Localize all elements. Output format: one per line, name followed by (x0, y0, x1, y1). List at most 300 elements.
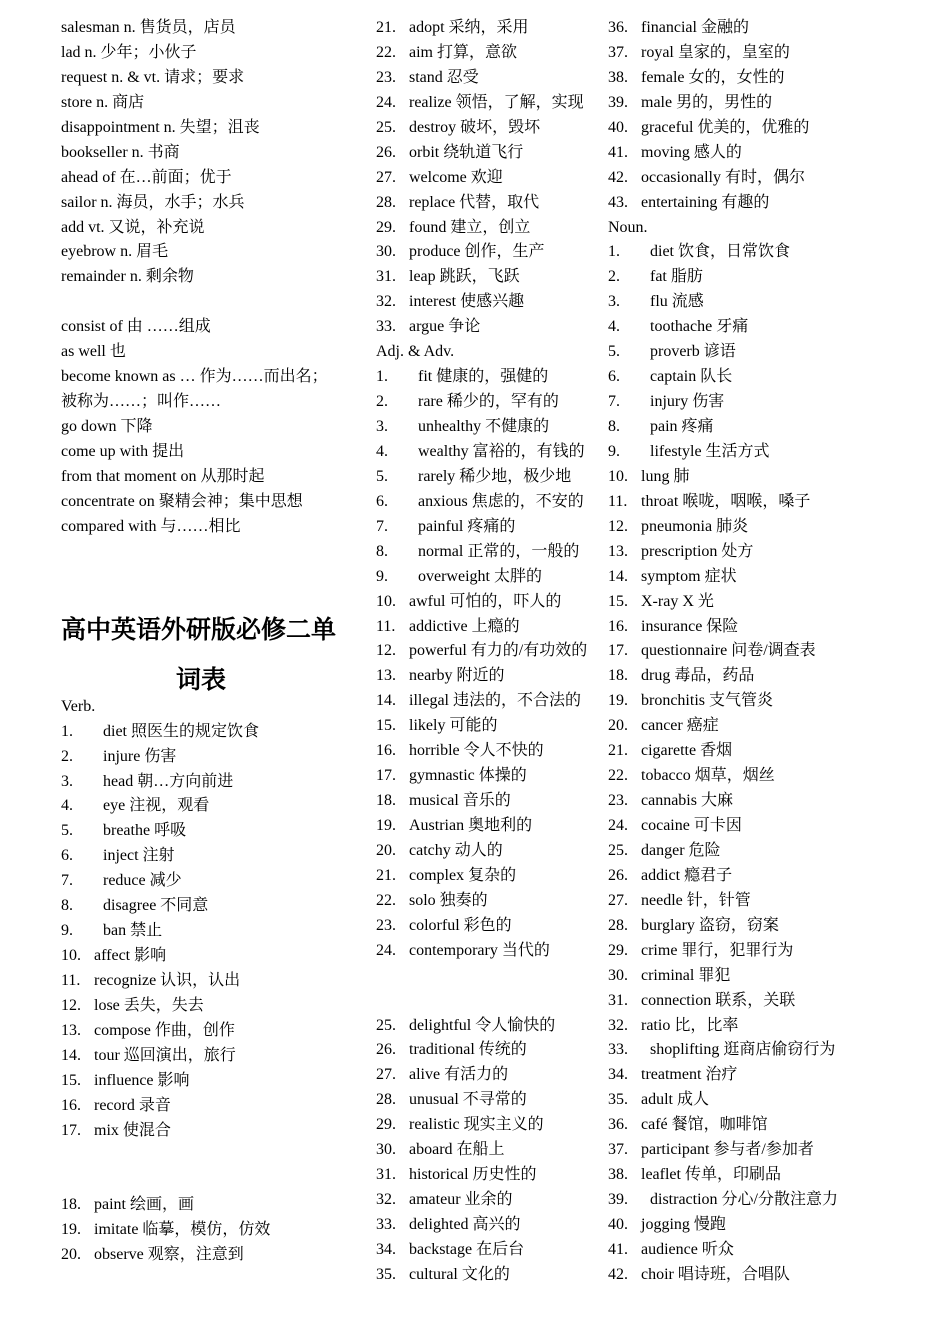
vocab-item (376, 91, 606, 116)
item-text: male 男的，男性的 (641, 93, 773, 111)
item-number: 26. (376, 1041, 396, 1059)
item-number: 13. (61, 1021, 81, 1039)
vocab-item (376, 1063, 606, 1088)
item-text: mix 使混合 (94, 1121, 171, 1139)
adj-list (608, 16, 868, 216)
item-number: 7. (61, 872, 73, 890)
item-number: 19. (608, 692, 628, 710)
item-number: 10. (61, 947, 81, 965)
vocab-item (608, 814, 868, 839)
item-text: reduce 减少 (103, 872, 182, 890)
vocab-item (608, 989, 868, 1014)
item-number: 23. (376, 68, 396, 86)
item-text: pain 疼痛 (650, 418, 714, 435)
phrase-line: go down 下降 (61, 418, 153, 435)
item-text: rare 稀少的，罕有的 (418, 393, 559, 411)
vocab-item (608, 939, 868, 964)
vocab-item (608, 789, 868, 814)
item-text: diet 照医生的规定饮食 (103, 722, 259, 740)
item-number: 22. (376, 43, 396, 61)
item-text: imitate 临摹，模仿，仿效 (94, 1221, 271, 1239)
item-number: 30. (376, 1141, 396, 1159)
vocab-item (608, 465, 868, 490)
item-number: 43. (608, 193, 628, 211)
item-text: colorful 彩色的 (409, 916, 512, 934)
item-text: recognize 认识，认出 (94, 972, 241, 989)
item-number: 35. (608, 1091, 628, 1109)
item-text: breathe 呼吸 (103, 822, 187, 840)
item-number: 39. (608, 93, 628, 111)
item-number: 20. (608, 717, 628, 735)
item-number: 21. (608, 742, 628, 760)
item-text: musical 音乐的 (409, 792, 511, 810)
item-text: cannabis 大麻 (641, 792, 733, 810)
item-text: powerful 有力的/有功效的 (409, 642, 588, 660)
phrase-line: 被称为……；叫作…… (61, 393, 222, 411)
vocab-list-intro (61, 16, 361, 540)
item-number: 4. (61, 797, 73, 815)
item-text: burglary 盗窃，窃案 (641, 916, 779, 934)
vocab-item (376, 166, 606, 191)
phrase-line: compared with 与……相比 (61, 517, 241, 535)
item-text: questionnaire 问卷/调查表 (641, 642, 816, 660)
vocab-item (61, 745, 361, 770)
item-text: normal 正常的，一般的 (418, 542, 580, 560)
vocab-item (608, 1188, 868, 1213)
item-text: realize 领悟，了解，实现 (409, 93, 584, 111)
item-number: 18. (61, 1196, 81, 1214)
item-text: diet 饮食，日常饮食 (650, 243, 790, 261)
item-text: captain 队长 (650, 368, 733, 386)
item-number: 1. (376, 368, 388, 386)
vocab-item (61, 819, 361, 844)
item-text: awful 可怕的，吓人的 (409, 592, 562, 610)
item-text: aim 打算，意欲 (409, 43, 517, 61)
item-number: 36. (608, 1116, 628, 1134)
item-number: 20. (376, 841, 396, 859)
vocab-item (608, 1163, 868, 1188)
item-text: choir 唱诗班，合唱队 (641, 1265, 790, 1283)
item-text: symptom 症状 (641, 567, 737, 585)
item-number: 8. (376, 542, 388, 560)
item-text: financial 金融的 (641, 19, 749, 36)
item-text: realistic 现实主义的 (409, 1116, 544, 1134)
noun-list (608, 1188, 868, 1213)
vocab-item (608, 240, 868, 265)
item-number: 16. (608, 617, 628, 635)
noun-list (608, 1038, 868, 1063)
item-number: 16. (376, 742, 396, 760)
item-text: X-ray X 光 (641, 592, 714, 610)
item-text: adopt 采纳，采用 (409, 19, 529, 36)
item-number: 32. (376, 1191, 396, 1209)
vocab-item (61, 1094, 361, 1119)
vocab-item (608, 1088, 868, 1113)
item-number: 21. (376, 866, 396, 884)
vocab-item (376, 141, 606, 166)
vocab-item (61, 1193, 361, 1218)
item-text: cultural 文化的 (409, 1265, 510, 1283)
vocab-item (376, 565, 606, 590)
item-number: 14. (608, 567, 628, 585)
item-text: delightful 令人愉快的 (409, 1016, 556, 1034)
item-text: argue 争论 (409, 318, 481, 336)
vocab-item (376, 216, 606, 241)
item-number: 9. (376, 567, 388, 585)
item-text: nearby 附近的 (409, 667, 505, 685)
item-number: 37. (608, 43, 628, 61)
item-text: wealthy 富裕的，有钱的 (418, 442, 585, 460)
item-text: overweight 太胖的 (418, 567, 542, 585)
item-number: 27. (376, 1066, 396, 1084)
vocab-item (608, 166, 868, 191)
column-1 (61, 16, 361, 1268)
item-number: 30. (608, 966, 628, 984)
vocab-item (608, 390, 868, 415)
item-text: cocaine 可卡因 (641, 817, 742, 834)
item-number: 11. (608, 492, 628, 510)
item-text: shoplifting 逛商店偷窃行为 (650, 1041, 836, 1059)
item-text: lifestyle 生活方式 (650, 442, 770, 460)
vocab-item (376, 714, 606, 739)
vocab-item (376, 1138, 606, 1163)
vocab-item (376, 116, 606, 141)
vocab-item (376, 290, 606, 315)
item-number: 39. (608, 1191, 628, 1209)
vocab-line: ahead of 在…前面；优于 (61, 168, 232, 186)
item-text: cigarette 香烟 (641, 742, 733, 760)
item-text: fat 脂肪 (650, 268, 703, 286)
item-number: 5. (608, 343, 620, 361)
vocab-item (376, 664, 606, 689)
item-text: eye 注视，观看 (103, 797, 210, 815)
vocab-line: request n. & vt. 请求；要求 (61, 68, 245, 86)
vocab-item (61, 969, 361, 994)
phrase-line: come up with 提出 (61, 442, 185, 460)
vocab-item (61, 1069, 361, 1094)
item-number: 20. (61, 1246, 81, 1264)
page-title-line-2: 词表 (175, 664, 226, 694)
item-text: toothache 牙痛 (650, 318, 749, 336)
item-text: distraction 分心/分散注意力 (650, 1191, 838, 1209)
vocab-item (376, 315, 606, 340)
item-text: alive 有活力的 (409, 1066, 509, 1084)
item-number: 13. (608, 542, 628, 560)
item-number: 26. (608, 866, 628, 884)
phrase-line: concentrate on 聚精会神；集中思想 (61, 492, 303, 510)
vocab-item (608, 515, 868, 540)
vocab-item (608, 714, 868, 739)
item-text: amateur 业余的 (409, 1191, 513, 1209)
item-text: replace 代替，取代 (409, 193, 540, 211)
vocab-item (61, 869, 361, 894)
item-text: cancer 癌症 (641, 717, 719, 735)
item-text: compose 作曲，创作 (94, 1021, 235, 1039)
vocab-item (376, 440, 606, 465)
item-number: 29. (608, 941, 628, 959)
item-number: 12. (608, 517, 628, 535)
item-number: 19. (61, 1221, 81, 1239)
vocab-item (608, 315, 868, 340)
item-number: 42. (608, 168, 628, 186)
item-number: 6. (61, 847, 73, 865)
item-text: backstage 在后台 (409, 1240, 525, 1258)
vocab-item (376, 191, 606, 216)
item-text: welcome 欢迎 (409, 168, 503, 186)
item-number: 41. (608, 1240, 628, 1258)
vocab-item (608, 290, 868, 315)
item-number: 13. (376, 667, 396, 685)
vocab-item (376, 1213, 606, 1238)
item-number: 25. (376, 1016, 396, 1034)
vocab-line: bookseller n. 书商 (61, 143, 180, 161)
vocab-item (608, 839, 868, 864)
vocab-item (376, 764, 606, 789)
vocab-item (608, 639, 868, 664)
item-text: bronchitis 支气管炎 (641, 692, 773, 710)
vocab-line: salesman n. 售货员，店员 (61, 19, 236, 36)
item-text: produce 创作，生产 (409, 243, 545, 261)
item-text: anxious 焦虑的，不安的 (418, 492, 584, 510)
item-number: 7. (376, 517, 388, 535)
adj-list (376, 365, 606, 589)
vocab-item (608, 1238, 868, 1263)
item-number: 8. (608, 418, 620, 435)
item-text: contemporary 当代的 (409, 941, 550, 959)
vocab-item (608, 1213, 868, 1238)
vocab-item (61, 994, 361, 1019)
item-text: addict 瘾君子 (641, 866, 733, 884)
item-text: addictive 上瘾的 (409, 617, 520, 635)
item-text: aboard 在船上 (409, 1141, 505, 1159)
vocab-item (61, 1019, 361, 1044)
item-text: unhealthy 不健康的 (418, 418, 550, 435)
item-number: 19. (376, 817, 396, 834)
item-number: 38. (608, 68, 628, 86)
vocab-item (376, 639, 606, 664)
item-text: adult 成人 (641, 1091, 709, 1109)
vocab-item (608, 689, 868, 714)
item-text: complex 复杂的 (409, 866, 517, 884)
item-number: 25. (376, 118, 396, 136)
item-text: leaflet 传单，印刷品 (641, 1166, 781, 1184)
verb-list (61, 1193, 361, 1268)
item-number: 14. (376, 692, 396, 710)
section-heading-adj-adv: Adj. & Adv. (376, 343, 455, 361)
vocab-item (61, 770, 361, 795)
vocab-item (608, 964, 868, 989)
item-text: moving 感人的 (641, 143, 742, 161)
item-number: 33. (608, 1041, 628, 1059)
vocab-item (608, 66, 868, 91)
item-text: tobacco 烟草，烟丝 (641, 767, 775, 785)
vocab-item (608, 1014, 868, 1039)
vocab-item (608, 1038, 868, 1063)
vocab-item (608, 490, 868, 515)
phrase-line: as well 也 (61, 343, 126, 361)
item-number: 2. (61, 747, 73, 765)
vocab-item (376, 789, 606, 814)
item-number: 24. (608, 817, 628, 834)
item-text: injure 伤害 (103, 747, 177, 765)
item-number: 17. (61, 1121, 81, 1139)
item-text: orbit 绕轨道飞行 (409, 143, 524, 161)
vocab-item (608, 415, 868, 440)
vocab-item (608, 864, 868, 889)
adj-list (376, 1014, 606, 1288)
vocab-item (376, 615, 606, 640)
item-number: 40. (608, 1216, 628, 1233)
item-number: 32. (608, 1016, 628, 1034)
item-text: leap 跳跃，飞跃 (409, 268, 520, 286)
item-number: 14. (61, 1046, 81, 1064)
vocab-item (376, 689, 606, 714)
item-text: prescription 处方 (641, 542, 754, 560)
item-text: connection 联系，关联 (641, 991, 796, 1009)
verb-list (376, 16, 606, 340)
vocab-item (376, 465, 606, 490)
item-text: flu 流感 (650, 293, 704, 311)
vocab-line: disappointment n. 失望；沮丧 (61, 118, 260, 136)
vocab-item (376, 16, 606, 41)
vocab-item (608, 889, 868, 914)
vocab-item (608, 265, 868, 290)
item-number: 22. (376, 891, 396, 909)
item-number: 15. (608, 592, 628, 610)
vocab-line: sailor n. 海员，水手；水兵 (61, 193, 245, 211)
item-number: 29. (376, 218, 396, 236)
vocab-item (376, 41, 606, 66)
item-text: female 女的，女性的 (641, 68, 785, 86)
vocab-item (608, 91, 868, 116)
vocab-item (608, 540, 868, 565)
vocab-item (61, 794, 361, 819)
vocab-item (376, 939, 606, 964)
vocab-item (61, 1044, 361, 1069)
item-number: 29. (376, 1116, 396, 1134)
item-number: 40. (608, 118, 628, 136)
item-number: 37. (608, 1141, 628, 1159)
item-number: 27. (376, 168, 396, 186)
item-text: royal 皇家的，皇室的 (641, 43, 790, 61)
vocab-item (608, 1063, 868, 1088)
column-3 (608, 16, 868, 1288)
item-number: 31. (608, 991, 628, 1009)
noun-list (608, 1063, 868, 1188)
item-text: ratio 比，比率 (641, 1016, 739, 1034)
vocab-item (376, 1113, 606, 1138)
item-text: criminal 罪犯 (641, 966, 731, 984)
vocab-line: eyebrow n. 眉毛 (61, 243, 169, 261)
vocab-item (376, 1038, 606, 1063)
item-text: record 录音 (94, 1096, 171, 1114)
vocab-item (376, 864, 606, 889)
vocab-item (608, 41, 868, 66)
item-text: treatment 治疗 (641, 1066, 738, 1084)
item-number: 24. (376, 941, 396, 959)
item-text: crime 罪行，犯罪行为 (641, 941, 794, 959)
item-number: 8. (61, 897, 73, 915)
item-text: danger 危险 (641, 841, 721, 859)
vocab-item (608, 739, 868, 764)
vocab-item (376, 515, 606, 540)
item-text: solo 独奏的 (409, 891, 488, 909)
vocab-item (376, 540, 606, 565)
item-number: 3. (376, 418, 388, 435)
item-text: graceful 优美的，优雅的 (641, 118, 810, 136)
item-text: destroy 破坏，毁坏 (409, 118, 541, 136)
vocab-item (608, 1113, 868, 1138)
item-text: horrible 令人不快的 (409, 742, 544, 760)
adj-list (376, 590, 606, 964)
vocab-item (61, 844, 361, 869)
item-number: 30. (376, 243, 396, 261)
item-text: illegal 违法的，不合法的 (409, 692, 581, 710)
vocab-line: remainder n. 剩余物 (61, 268, 194, 286)
item-text: ban 禁止 (103, 922, 163, 940)
item-number: 34. (376, 1240, 396, 1258)
item-text: gymnastic 体操的 (409, 767, 527, 785)
item-number: 10. (608, 467, 628, 485)
item-text: tour 巡回演出，旅行 (94, 1046, 236, 1064)
vocab-item (61, 1218, 361, 1243)
vocab-item (376, 66, 606, 91)
vocab-item (608, 565, 868, 590)
item-text: inject 注射 (103, 847, 175, 865)
item-number: 2. (608, 268, 620, 286)
item-text: participant 参与者/参加者 (641, 1141, 814, 1159)
vocab-line: store n. 商店 (61, 93, 145, 111)
vocab-item (376, 739, 606, 764)
item-number: 17. (608, 642, 628, 660)
vocab-item (608, 764, 868, 789)
item-number: 33. (376, 318, 396, 336)
item-number: 33. (376, 1216, 396, 1234)
item-text: observe 观察，注意到 (94, 1246, 244, 1264)
item-text: proverb 谚语 (650, 343, 736, 361)
item-text: interest 使感兴趣 (409, 293, 525, 311)
vocab-item (608, 1138, 868, 1163)
item-text: lose 丢失，失去 (94, 996, 204, 1014)
item-number: 27. (608, 891, 628, 909)
item-text: café 餐馆，咖啡馆 (641, 1116, 768, 1134)
item-number: 31. (376, 268, 396, 286)
section-heading-verb: Verb. (61, 697, 96, 715)
vocab-item (608, 914, 868, 939)
item-text: Austrian 奥地利的 (409, 817, 533, 834)
item-text: catchy 动人的 (409, 841, 503, 859)
vocab-item (61, 894, 361, 919)
item-text: likely 可能的 (409, 717, 498, 735)
item-number: 16. (61, 1096, 81, 1114)
page-title: 高中英语外研版必修二单 (61, 614, 337, 644)
item-text: injury 伤害 (650, 393, 725, 411)
item-number: 11. (376, 617, 396, 635)
item-number: 36. (608, 19, 628, 36)
vocab-item (376, 490, 606, 515)
blank-line (61, 290, 361, 315)
vocab-item (608, 340, 868, 365)
vocab-item (61, 919, 361, 944)
vocab-item (61, 944, 361, 969)
vocab-item (61, 1243, 361, 1268)
vocab-item (376, 590, 606, 615)
item-number: 4. (376, 442, 388, 460)
item-number: 15. (61, 1071, 81, 1089)
item-text: needle 针，针管 (641, 891, 751, 909)
item-text: disagree 不同意 (103, 897, 209, 915)
vocab-item (376, 240, 606, 265)
